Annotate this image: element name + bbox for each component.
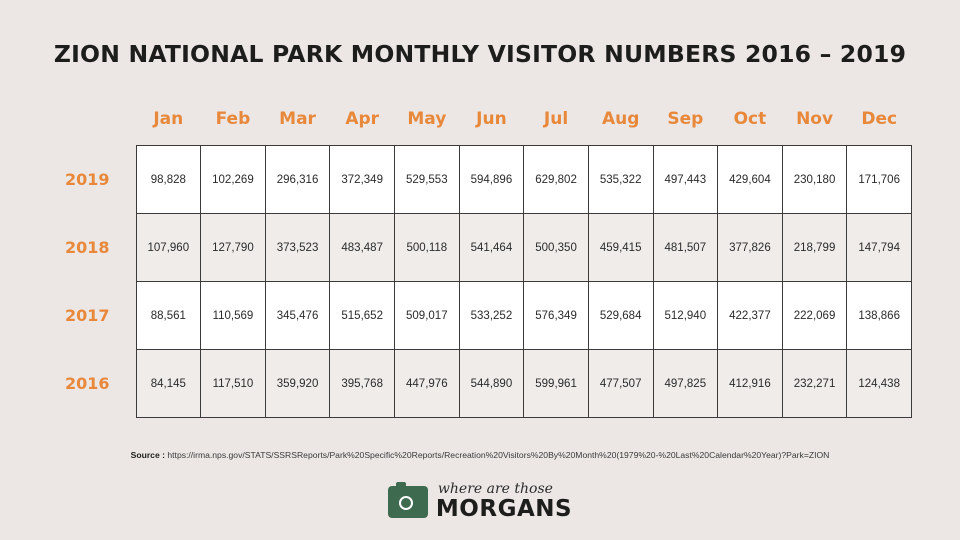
cell-2016-aug: 477,507	[588, 350, 653, 418]
column-header-apr: Apr	[345, 109, 380, 129]
visitor-numbers-table-wrapper	[48, 108, 912, 418]
cell-2016-jan: 84,145	[136, 350, 201, 418]
cell-2018-dec: 147,794	[847, 214, 912, 282]
cell-2016-nov: 232,271	[782, 350, 847, 418]
table-body	[48, 146, 912, 418]
cell-2017-apr: 515,652	[330, 282, 395, 350]
source-line	[0, 450, 960, 460]
column-header-sep: Sep	[667, 109, 704, 129]
table-head	[48, 108, 912, 146]
table-row	[48, 282, 912, 350]
cell-2016-feb: 117,510	[201, 350, 266, 418]
row-header-2016: 2016	[64, 374, 110, 393]
cell-2019-jan: 98,828	[136, 146, 201, 214]
column-header-jan: Jan	[153, 109, 184, 129]
cell-2016-jun: 544,890	[459, 350, 524, 418]
cell-2019-oct: 429,604	[718, 146, 783, 214]
column-header-jun: Jun	[476, 109, 507, 129]
row-header-2019: 2019	[64, 170, 110, 189]
cell-2017-sep: 512,940	[653, 282, 718, 350]
column-header-oct: Oct	[733, 109, 767, 129]
cell-2017-aug: 529,684	[588, 282, 653, 350]
cell-2018-jan: 107,960	[136, 214, 201, 282]
cell-2016-apr: 395,768	[330, 350, 395, 418]
cell-2016-sep: 497,825	[653, 350, 718, 418]
cell-2019-dec: 171,706	[847, 146, 912, 214]
cell-2017-jul: 576,349	[524, 282, 589, 350]
column-header-nov: Nov	[796, 109, 834, 129]
camera-icon	[388, 486, 428, 518]
table-header-row	[48, 108, 912, 146]
table-row	[48, 350, 912, 418]
page-title: ZION NATIONAL PARK MONTHLY VISITOR NUMBERS 2016 – 2019	[53, 40, 907, 68]
cell-2017-mar: 345,476	[265, 282, 330, 350]
cell-2019-nov: 230,180	[782, 146, 847, 214]
cell-2017-may: 509,017	[395, 282, 460, 350]
table-row	[48, 146, 912, 214]
cell-2018-sep: 481,507	[653, 214, 718, 282]
column-header-dec: Dec	[861, 109, 898, 129]
cell-2019-jun: 594,896	[459, 146, 524, 214]
cell-2018-oct: 377,826	[718, 214, 783, 282]
cell-2017-jan: 88,561	[136, 282, 201, 350]
cell-2019-feb: 102,269	[201, 146, 266, 214]
column-header-aug: Aug	[601, 109, 640, 129]
cell-2016-oct: 412,916	[718, 350, 783, 418]
visitor-numbers-table	[48, 108, 912, 418]
cell-2016-jul: 599,961	[524, 350, 589, 418]
brand-tagline: where are those	[437, 481, 553, 497]
brand-name: MORGANS	[435, 496, 573, 522]
cell-2019-mar: 296,316	[265, 146, 330, 214]
cell-2017-oct: 422,377	[718, 282, 783, 350]
table-row	[48, 214, 912, 282]
cell-2019-aug: 535,322	[588, 146, 653, 214]
cell-2018-may: 500,118	[395, 214, 460, 282]
brand-logo-text	[436, 482, 572, 521]
cell-2018-mar: 373,523	[265, 214, 330, 282]
cell-2017-dec: 138,866	[847, 282, 912, 350]
row-header-2018: 2018	[64, 238, 110, 257]
cell-2018-jul: 500,350	[524, 214, 589, 282]
column-header-mar: Mar	[279, 109, 316, 129]
table-corner-cell	[48, 108, 136, 146]
brand-logo	[0, 482, 960, 521]
column-header-feb: Feb	[215, 109, 251, 129]
cell-2018-nov: 218,799	[782, 214, 847, 282]
cell-2018-aug: 459,415	[588, 214, 653, 282]
cell-2019-apr: 372,349	[330, 146, 395, 214]
cell-2017-nov: 222,069	[782, 282, 847, 350]
cell-2017-jun: 533,252	[459, 282, 524, 350]
cell-2019-may: 529,553	[395, 146, 460, 214]
cell-2019-jul: 629,802	[524, 146, 589, 214]
source-url: https://irma.nps.gov/STATS/SSRSReports/Park%20Specific%20Reports/Recreation%20Visitors%20By%20Month%20(1979%20-%20Last%20Calendar%20Year)?Park=ZION	[167, 450, 830, 460]
cell-2019-sep: 497,443	[653, 146, 718, 214]
cell-2016-may: 447,976	[395, 350, 460, 418]
cell-2016-mar: 359,920	[265, 350, 330, 418]
cell-2018-jun: 541,464	[459, 214, 524, 282]
row-header-2017: 2017	[64, 306, 110, 325]
source-label: Source :	[130, 450, 165, 460]
column-header-may: May	[407, 109, 447, 129]
cell-2018-feb: 127,790	[201, 214, 266, 282]
cell-2018-apr: 483,487	[330, 214, 395, 282]
column-header-jul: Jul	[543, 109, 569, 129]
cell-2016-dec: 124,438	[847, 350, 912, 418]
cell-2017-feb: 110,569	[201, 282, 266, 350]
